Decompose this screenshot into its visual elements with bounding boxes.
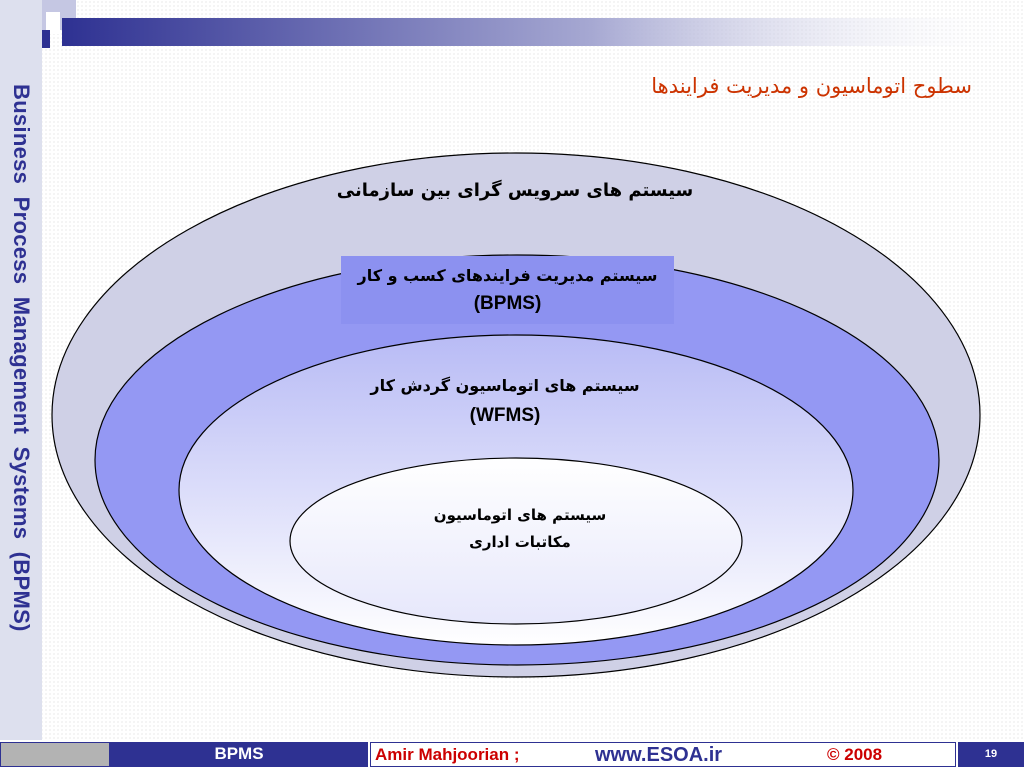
bpms-abbr: (BPMS) [473, 293, 542, 314]
slide-title: سطوح اتوماسیون و مدیریت فرایندها [651, 74, 972, 98]
footer-bar [0, 741, 1024, 768]
footer-page-number: 19 [958, 742, 1024, 767]
footer-credits [370, 742, 956, 767]
wfms-abbr: (WFMS) [469, 405, 541, 426]
footer-course: BPMS [110, 742, 368, 767]
footer-website: www.ESOA.ir [595, 744, 723, 766]
sidebar-title: Business Process Management Systems (BPMS) [9, 84, 34, 632]
footer-author: Amir Mahjoorian ; [375, 745, 520, 764]
wfms-ring-label [330, 371, 680, 431]
footer-blank-cell [0, 742, 110, 767]
wfms-label-text: سیستم های اتوماسیون گردش کار [370, 376, 640, 395]
bpms-ring-label [341, 262, 674, 318]
office-ring-label [380, 502, 660, 556]
office-label-line1: سیستم های اتوماسیون [433, 506, 607, 524]
outer-ring-label: سیستم های سرویس گرای بین سازمانی [336, 180, 694, 201]
footer-copyright: © 2008 [827, 745, 883, 764]
bpms-label-text: سیستم مدیریت فرایندهای کسب و کار [357, 266, 658, 285]
office-label-line2: مکاتبات اداری [469, 533, 571, 551]
